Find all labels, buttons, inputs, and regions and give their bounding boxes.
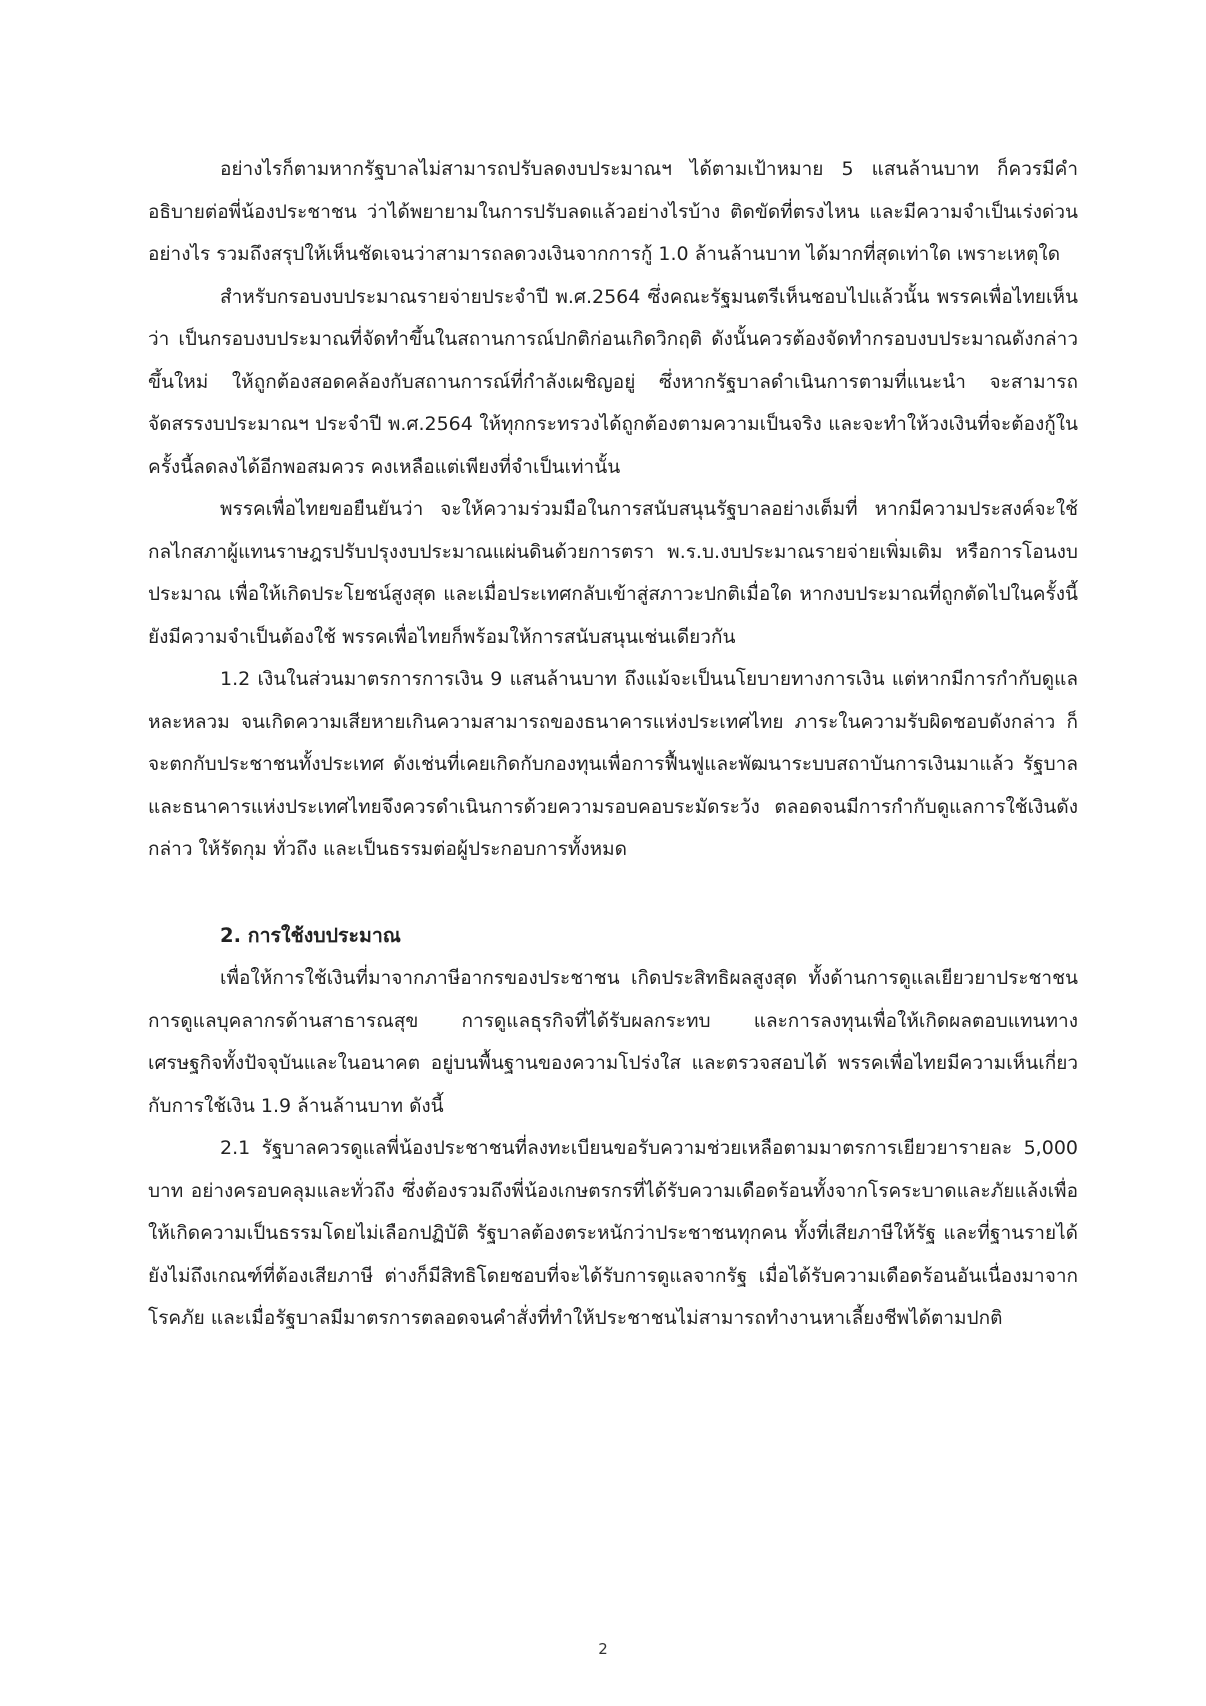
paragraph-party-support: พรรคเพื่อไทยขอยืนยันว่า จะให้ความร่วมมือในการสนับสนุนรัฐบาลอย่างเต็มที่ หากมีความประสงค์จะใช้กลไกสภาผู้แทนราษฎรปรับปรุงงบประมาณแผ่นดินด้วยการตรา พ.ร.บ.งบประมาณรายจ่ายเพิ่มเติม หรือการโอนงบประมาณ เพื่อให้เกิดประโยชน์สูงสุด และเมื่อประเทศกลับเข้าสู่สภาวะปกติเมื่อใด หากงบประมาณที่ถูกตัดไปในครั้งนี้ยังมีความจำเป็นต้องใช้ พรรคเพื่อไทยก็พร้อมให้การสนับสนุนเช่นเดียวกัน — [148, 498, 1078, 648]
section-heading-budget-use: 2. การใช้งบประมาณ — [220, 923, 401, 947]
paragraph-item-1-2: 1.2 เงินในส่วนมาตรการการเงิน 9 แสนล้านบาท ถึงแม้จะเป็นนโยบายทางการเงิน แต่หากมีการกำกับดูแลหละหลวม จนเกิดความเสียหายเกินความสามารถของธนาคารแห่งประเทศไทย ภาระในความรับผิดชอบดังกล่าว ก็จะตกกับประชาชนทั้งประเทศ ดังเช่นที่เคยเกิดกับกองทุนเพื่อการฟื้นฟูและพัฒนาระบบสถาบันการเงินมาแล้ว รัฐบาลและธนาคารแห่งประเทศไทยจึงควรดำเนินการด้วยความรอบคอบระมัดระวัง ตลอดจนมีการกำกับดูแลการใช้เงินดังกล่าว ให้รัดกุม ทั่วถึง และเป็นธรรมต่อผู้ประกอบการทั้งหมด — [148, 668, 1078, 860]
paragraph-budget-cut-explanation: อย่างไรก็ตามหากรัฐบาลไม่สามารถปรับลดงบประมาณฯ ได้ตามเป้าหมาย 5 แสนล้านบาท ก็ควรมีคำอธิบายต่อพี่น้องประชาชน ว่าได้พยายามในการปรับลดแล้วอย่างไรบ้าง ติดขัดที่ตรงไหน และมีความจำเป็นเร่งด่วนอย่างไร รวมถึงสรุปให้เห็นชัดเจนว่าสามารถลดวงเงินจากการกู้ 1.0 ล้านล้านบาท ได้มากที่สุดเท่าใด เพราะเหตุใด — [148, 158, 1078, 265]
paragraph-budget-framework-2564: สำหรับกรอบงบประมาณรายจ่ายประจำปี พ.ศ.2564 ซึ่งคณะรัฐมนตรีเห็นชอบไปแล้วนั้น พรรคเพื่อไทยเห็นว่า เป็นกรอบงบประมาณที่จัดทำขึ้นในสถานการณ์ปกติก่อนเกิดวิกฤติ ดังนั้นควรต้องจัดทำกรอบงบประมาณดังกล่าวขึ้นใหม่ ให้ถูกต้องสอดคล้องกับสถานการณ์ที่กำลังเผชิญอยู่ ซึ่งหากรัฐบาลดำเนินการตามที่แนะนำ จะสามารถจัดสรรงบประมาณฯ ประจำปี พ.ศ.2564 ให้ทุกกระทรวงได้ถูกต้องตามความเป็นจริง และจะทำให้วงเงินที่จะต้องกู้ในครั้งนี้ลดลงได้อีกพอสมควร คงเหลือแต่เพียงที่จำเป็นเท่านั้น — [148, 285, 1078, 478]
paragraph-budget-use-intro: เพื่อให้การใช้เงินที่มาจากภาษีอากรของประชาชน เกิดประสิทธิผลสูงสุด ทั้งด้านการดูแลเยียวยาประชาชน การดูแลบุคลากรด้านสาธารณสุข การดูแลธุรกิจที่ได้รับผลกระทบ และการลงทุนเพื่อให้เกิดผลตอบแทนทางเศรษฐกิจทั้งปัจจุบันและในอนาคต อยู่บนพื้นฐานของความโปร่งใส และตรวจสอบได้ พรรคเพื่อไทยมีความเห็นเกี่ยวกับการใช้เงิน 1.9 ล้านล้านบาท ดังนี้ — [148, 967, 1078, 1117]
page-number: 2 — [598, 1640, 608, 1658]
paragraph-item-2-1: 2.1 รัฐบาลควรดูแลพี่น้องประชาชนที่ลงทะเบียนขอรับความช่วยเหลือตามมาตรการเยียวยารายละ 5,000 บาท อย่างครอบคลุมและทั่วถึง ซึ่งต้องรวมถึงพี่น้องเกษตรกรที่ได้รับความเดือดร้อนทั้งจากโรคระบาดและภัยแล้งเพื่อให้เกิดความเป็นธรรมโดยไม่เลือกปฏิบัติ รัฐบาลต้องตระหนักว่าประชาชนทุกคน ทั้งที่เสียภาษีให้รัฐ และที่ฐานรายได้ยังไม่ถึงเกณฑ์ที่ต้องเสียภาษี ต่างก็มีสิทธิโดยชอบที่จะได้รับการดูแลจากรัฐ เมื่อได้รับความเดือดร้อนอันเนื่องมาจากโรคภัย และเมื่อรัฐบาลมีมาตรการตลอดจนคำสั่งที่ทำให้ประชาชนไม่สามารถทำงานหาเลี้ยงชีพได้ตามปกติ — [148, 1137, 1078, 1329]
